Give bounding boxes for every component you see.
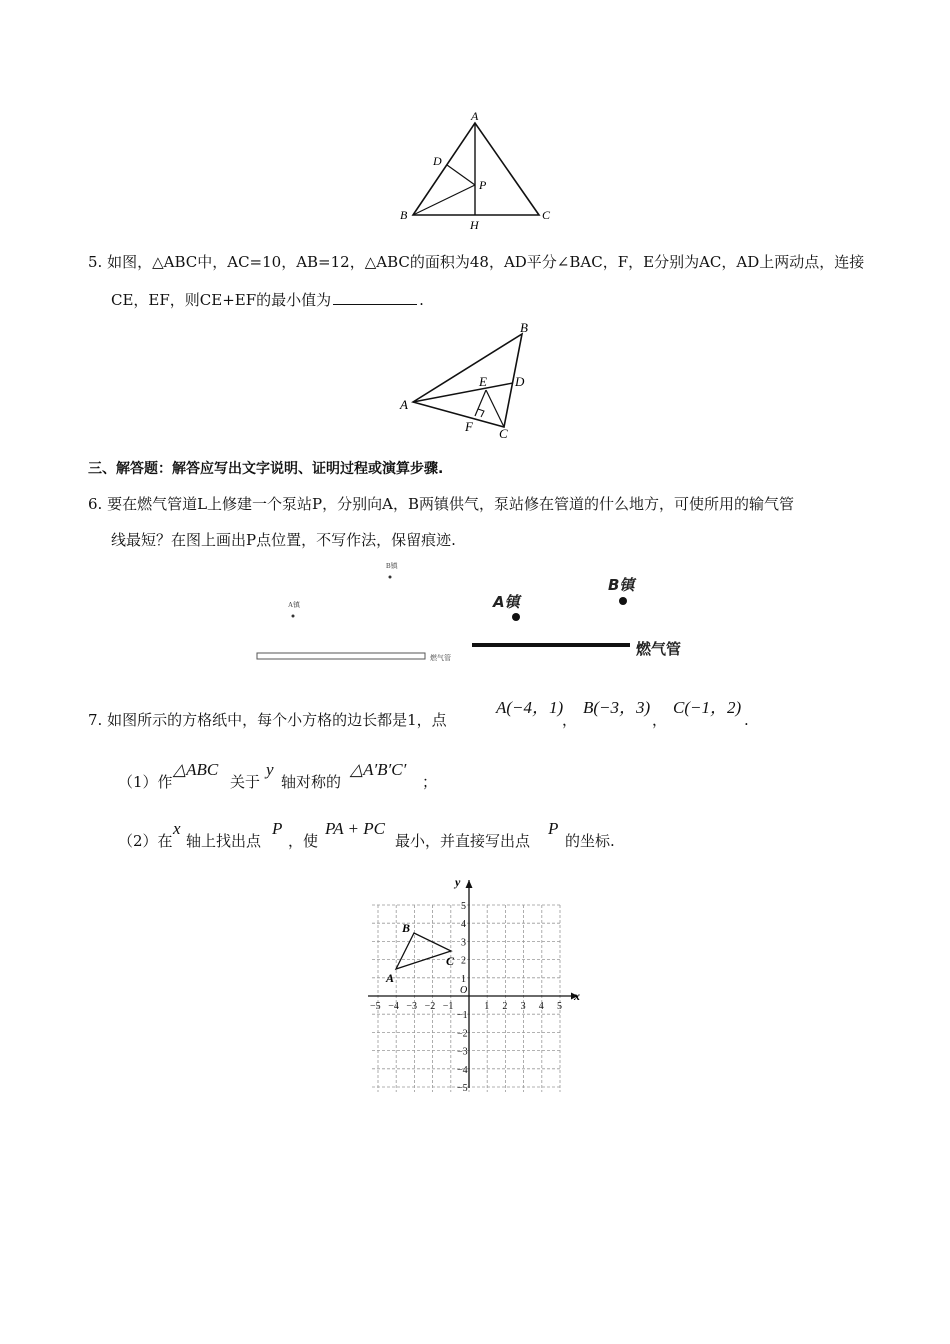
- fig1-label-c: C: [542, 208, 551, 222]
- answer-blank[interactable]: [333, 290, 417, 305]
- grid-y-tick: 1: [461, 973, 466, 985]
- q7-part2-expr: PA + PC: [325, 819, 385, 838]
- q5-line2: [111, 290, 424, 309]
- q7-part2-mid: 轴上找出点: [186, 832, 262, 850]
- grid-y-tick: −5: [457, 1083, 468, 1092]
- q5-text-line1: 如图，△ABC中，AC=10，AB=12，△ABC的面积为48，AD平分∠BAC，F，E分别为AC，AD上两动点，连接: [107, 253, 865, 271]
- fig2-label-f: F: [465, 419, 473, 434]
- fig2-label-e: E: [479, 374, 487, 389]
- grid-x-tick: 1: [484, 1001, 490, 1012]
- fig1-label-b: B: [400, 208, 408, 222]
- q5-number: 5.: [88, 253, 103, 271]
- q7-part1-label: （1）作: [118, 773, 173, 791]
- q7-point-b: B(−3，3): [583, 698, 651, 717]
- small-pipe-label: 燃气管: [430, 654, 451, 662]
- q7-point-c: C(−1，2): [673, 698, 742, 717]
- q7-part1-end: ；: [422, 773, 438, 791]
- big-label-a: A镇: [493, 593, 520, 611]
- grid-y-tick: 2: [461, 955, 466, 967]
- big-pipe-label: 燃气管: [636, 640, 682, 658]
- big-label-b: B镇: [608, 576, 635, 594]
- q7-sep2: ，: [652, 711, 668, 729]
- q6-number: 6.: [88, 495, 103, 513]
- grid-y-tick: −1: [457, 1010, 468, 1022]
- grid-x-label: x: [574, 989, 580, 1003]
- q7-line1: [88, 711, 447, 729]
- grid-y-tick: −3: [457, 1046, 468, 1058]
- grid-y-tick: 5: [461, 901, 466, 912]
- q6-line2: 线最短？在图上画出P点位置，不写作法，保留痕迹.: [111, 531, 456, 549]
- small-label-a: A镇: [288, 601, 301, 609]
- fig2-label-d: D: [515, 374, 525, 389]
- q7-part2-label: （2）在: [118, 832, 173, 850]
- q7-part1-axis: y: [266, 760, 274, 779]
- figure-angle-bisector: [395, 318, 540, 443]
- grid-origin-label: O: [460, 985, 468, 996]
- q6-line1: [88, 495, 794, 513]
- q7-part2-p2: P: [548, 819, 559, 838]
- q7-part2-axis: x: [173, 819, 181, 838]
- q5-text-line2: CE，EF，则CE+EF的最小值为: [111, 291, 332, 309]
- q7-part1-tri2: △A′B′C′: [350, 760, 407, 779]
- fig2-label-b: B: [520, 320, 528, 335]
- grid-point-b: B: [402, 921, 411, 935]
- fig2-label-a: A: [400, 397, 408, 412]
- grid-y-tick: −4: [457, 1064, 468, 1076]
- grid-x-tick: 3: [520, 1001, 526, 1012]
- fig1-label-a: A: [471, 109, 479, 123]
- fig1-label-d: D: [433, 154, 442, 168]
- small-label-b: B镇: [386, 562, 398, 570]
- figure-pipeline-small: [255, 560, 465, 668]
- q7-number: 7.: [88, 711, 103, 729]
- grid-y-label: y: [455, 875, 461, 889]
- grid-x-tick: −5: [370, 1001, 381, 1012]
- grid-x-tick: −1: [442, 1001, 454, 1012]
- grid-x-tick: 2: [502, 1001, 508, 1012]
- section-heading: 三、解答题：解答应写出文字说明、证明过程或演算步骤.: [88, 461, 444, 477]
- q5-line1: [88, 253, 864, 271]
- grid-x-tick: 4: [538, 1001, 544, 1012]
- q7-part1-mid: 关于: [230, 773, 261, 791]
- q7-part2-p: P: [272, 819, 283, 838]
- grid-x-tick: 5: [557, 1001, 562, 1012]
- grid-x-tick: −2: [424, 1001, 436, 1012]
- q7-part2-mid3: 最小，并直接写出点: [395, 832, 531, 850]
- q7-sep1: ，: [562, 711, 578, 729]
- q7-end: .: [744, 711, 749, 729]
- grid-y-tick: 3: [461, 937, 466, 949]
- grid-x-tick: −4: [388, 1001, 399, 1012]
- grid-point-c: C: [446, 954, 455, 968]
- q6-text-line1: 要在燃气管道L上修建一个泵站P，分别向A，B两镇供气，泵站修在管道的什么地方，可使所用的输气管: [107, 495, 795, 513]
- fig1-label-h: H: [470, 218, 479, 232]
- grid-x-tick: −3: [406, 1001, 418, 1012]
- figure-pipeline-large: [468, 570, 698, 662]
- fig1-label-p: P: [479, 178, 487, 192]
- grid-point-a: A: [386, 971, 395, 985]
- coordinate-grid: [360, 872, 590, 1092]
- q7-point-a: A(−4，1): [496, 698, 564, 717]
- q7-intro: 如图所示的方格纸中，每个小方格的边长都是1，点: [107, 711, 447, 729]
- grid-y-tick: −2: [457, 1028, 468, 1040]
- q7-part1-mid2: 轴对称的: [281, 773, 342, 791]
- grid-y-tick: 4: [461, 919, 466, 931]
- q5-period: .: [419, 291, 424, 309]
- fig2-label-c: C: [499, 426, 508, 441]
- q7-part2-mid2: ，使: [288, 832, 319, 850]
- figure-triangle-altitude: [395, 108, 555, 233]
- q7-part2-end: 的坐标.: [565, 832, 615, 850]
- q7-part1-tri: △ABC: [173, 760, 219, 779]
